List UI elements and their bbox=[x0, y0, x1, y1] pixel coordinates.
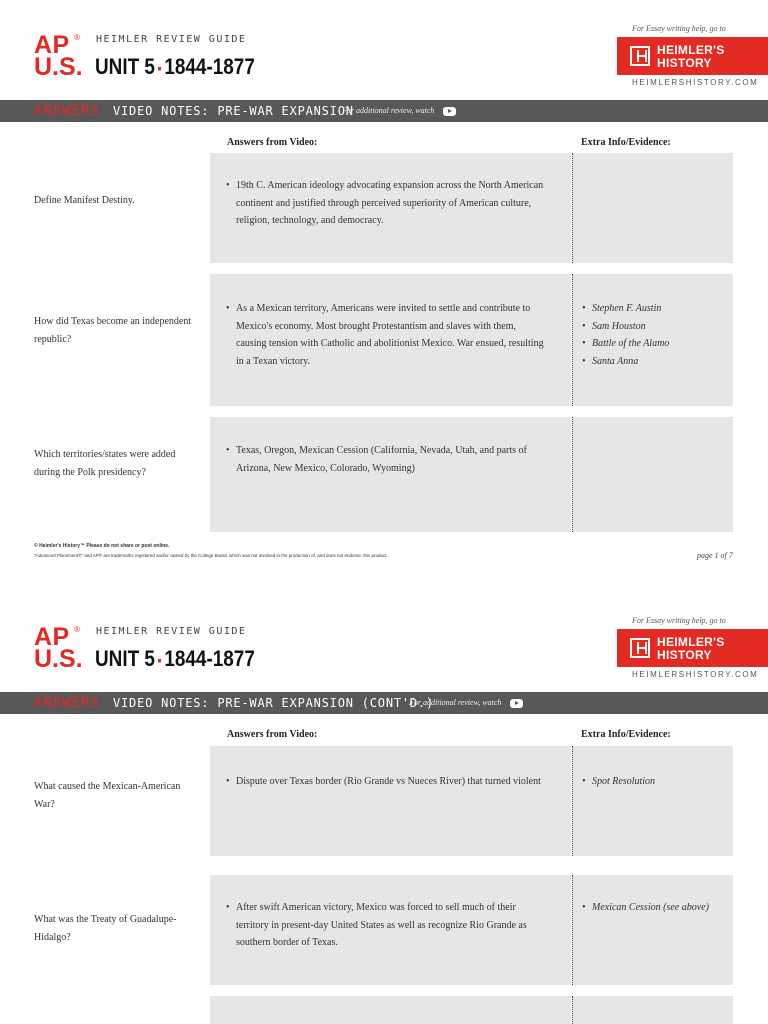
answer-list bbox=[226, 442, 546, 477]
banner-note: For additional review, watch bbox=[342, 106, 435, 115]
section-banner bbox=[0, 692, 768, 714]
answer-item: • Dispute over Texas border (Rio Grande vs Nueces River) that turned violent bbox=[226, 773, 546, 791]
answer-list bbox=[226, 300, 546, 370]
us-logo-text: U.S. bbox=[34, 53, 83, 81]
question-row bbox=[0, 996, 768, 1024]
answer-box bbox=[210, 996, 571, 1024]
us-logo-text: U.S. bbox=[34, 645, 83, 673]
answer-item: • As a Mexican territory, Americans were invited to settle and contribute to Mexico's economy. Most brought Protestantism and slaves with them, causing tension with Catholic and abolitionist Mexico. War ensued, resulting in a Texan victory. bbox=[226, 300, 546, 370]
unit-label: UNIT 5 bbox=[95, 54, 155, 79]
extra-box bbox=[572, 153, 733, 263]
extra-item: • Sam Houston bbox=[582, 318, 732, 336]
question-row bbox=[0, 875, 768, 985]
brand-line-1: HEIMLER'S bbox=[657, 635, 725, 649]
answer-list bbox=[226, 773, 546, 791]
brand-line-2: HISTORY bbox=[657, 648, 712, 662]
banner-note: For additional review, watch bbox=[409, 698, 502, 707]
question-row bbox=[0, 153, 768, 263]
banner-title: VIDEO NOTES: PRE-WAR EXPANSION bbox=[113, 104, 354, 118]
extra-list bbox=[582, 899, 732, 917]
hh-logo-icon bbox=[630, 46, 650, 66]
answers-label: ANSWERS bbox=[34, 103, 101, 119]
guide-label: HEIMLER REVIEW GUIDE bbox=[96, 34, 247, 45]
extra-list bbox=[582, 773, 732, 791]
brand-line-1: HEIMLER'S bbox=[657, 43, 725, 57]
unit-separator: ▪ bbox=[157, 60, 162, 77]
question-row bbox=[0, 746, 768, 856]
heimlers-history-logo[interactable] bbox=[617, 629, 768, 667]
site-link[interactable]: HEIMLERSHISTORY.COM bbox=[632, 78, 759, 87]
youtube-play-icon[interactable] bbox=[443, 107, 456, 116]
brand-line-2: HISTORY bbox=[657, 56, 712, 70]
question-row bbox=[0, 274, 768, 406]
section-banner bbox=[0, 100, 768, 122]
extra-box bbox=[572, 274, 733, 406]
unit-years: 1844-1877 bbox=[164, 646, 255, 671]
answer-box bbox=[210, 274, 571, 406]
page-2 bbox=[0, 592, 768, 1024]
question-text: Define Manifest Destiny. bbox=[34, 195, 135, 206]
extra-item: • Stephen F. Austin bbox=[582, 300, 732, 318]
site-link[interactable]: HEIMLERSHISTORY.COM bbox=[632, 670, 759, 679]
footer-trademark: "Advanced Placement®" and AP® are trademarks registered and/or owned by the College Board, which was not involved in the production of, and does not endorse, this product. bbox=[34, 553, 388, 558]
unit-title bbox=[95, 646, 255, 672]
guide-label: HEIMLER REVIEW GUIDE bbox=[96, 626, 247, 637]
question-text: How did Texas become an independent republic? bbox=[34, 316, 192, 345]
extra-item: • Battle of the Alamo bbox=[582, 335, 732, 353]
ap-logo-text: AP bbox=[34, 31, 70, 59]
hh-logo-icon bbox=[630, 638, 650, 658]
column-header-extra: Extra Info/Evidence: bbox=[581, 137, 671, 148]
answer-box bbox=[210, 875, 571, 985]
answer-item: • After swift American victory, Mexico was forced to sell much of their territory in present-day United States as well as recognize Rio Grande as southern border of Texas. bbox=[226, 899, 546, 952]
ap-logo-text: AP bbox=[34, 623, 70, 651]
registered-mark: ® bbox=[74, 33, 80, 42]
column-header-answers: Answers from Video: bbox=[227, 729, 318, 740]
column-header-answers: Answers from Video: bbox=[227, 137, 318, 148]
extra-box bbox=[572, 746, 733, 856]
extra-box bbox=[572, 996, 733, 1024]
answers-label: ANSWERS bbox=[34, 695, 101, 711]
page-number: page 1 of 7 bbox=[697, 551, 733, 560]
answer-list bbox=[226, 899, 546, 952]
column-header-extra: Extra Info/Evidence: bbox=[581, 729, 671, 740]
extra-box bbox=[572, 417, 733, 532]
ap-us-logo bbox=[34, 625, 86, 673]
footer-copyright: © Heimler's History™ Please do not share or post online. bbox=[34, 543, 170, 549]
heimlers-history-logo[interactable] bbox=[617, 37, 768, 75]
answer-box bbox=[210, 746, 571, 856]
banner-title: VIDEO NOTES: PRE-WAR EXPANSION (CONT'D.) bbox=[113, 696, 434, 710]
question-row bbox=[0, 417, 768, 532]
ap-us-logo bbox=[34, 33, 86, 81]
unit-title bbox=[95, 54, 255, 80]
extra-item: • Spot Resolution bbox=[582, 773, 732, 791]
unit-separator: ▪ bbox=[157, 652, 162, 669]
extra-item: • Santa Anna bbox=[582, 353, 732, 371]
youtube-play-icon[interactable] bbox=[510, 699, 523, 708]
question-text: What caused the Mexican-American War? bbox=[34, 781, 181, 810]
unit-label: UNIT 5 bbox=[95, 646, 155, 671]
essay-help-text: For Essay writing help, go to bbox=[632, 616, 726, 625]
answer-item: • Texas, Oregon, Mexican Cession (California, Nevada, Utah, and parts of Arizona, New Mexico, Colorado, Wyoming) bbox=[226, 442, 546, 477]
essay-help-text: For Essay writing help, go to bbox=[632, 24, 726, 33]
answer-list bbox=[226, 177, 546, 230]
question-text: Which territories/states were added during the Polk presidency? bbox=[34, 449, 176, 478]
extra-list bbox=[582, 300, 732, 370]
unit-years: 1844-1877 bbox=[164, 54, 255, 79]
answer-item: • 19th C. American ideology advocating expansion across the North American continent and justified through perceived superiority of American culture, religion, technology, and democracy. bbox=[226, 177, 546, 230]
answer-box bbox=[210, 417, 571, 532]
question-text: What was the Treaty of Guadalupe-Hidalgo? bbox=[34, 914, 177, 943]
registered-mark: ® bbox=[74, 625, 80, 634]
extra-box bbox=[572, 875, 733, 985]
extra-item: • Mexican Cession (see above) bbox=[582, 899, 732, 917]
answer-box bbox=[210, 153, 571, 263]
